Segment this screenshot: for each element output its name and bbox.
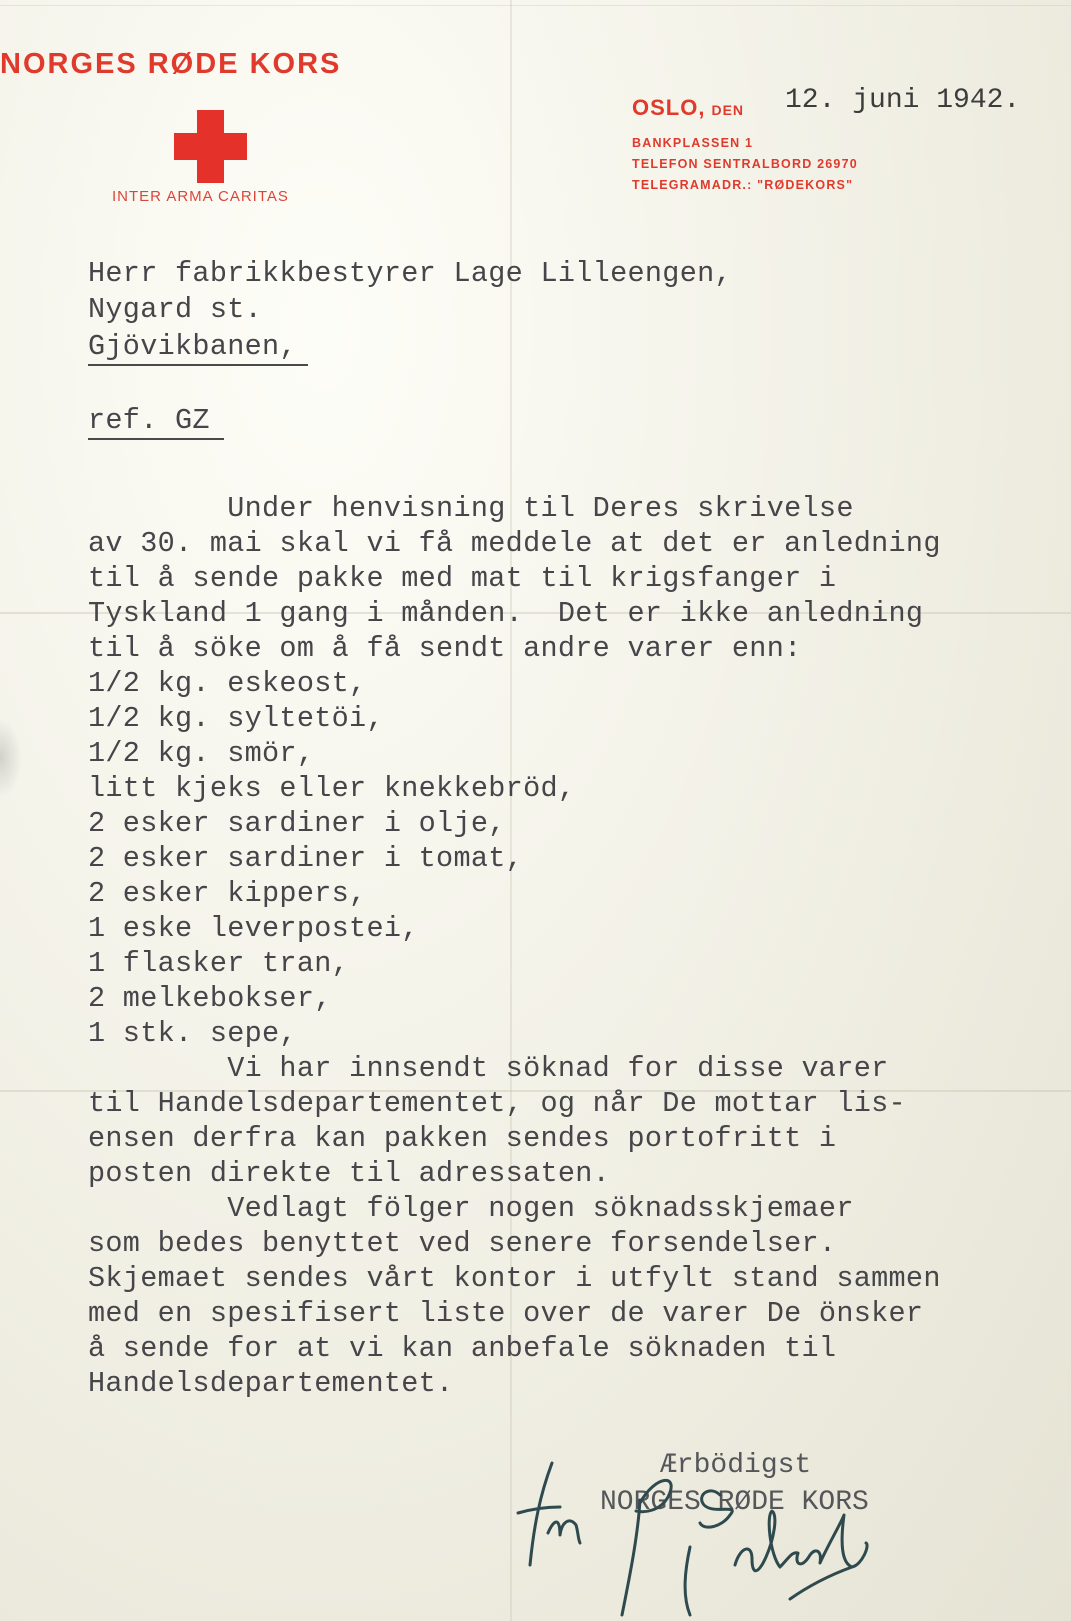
- body-line: til å söke om å få sendt andre varer enn:: [88, 632, 802, 665]
- body-line: Vedlagt fölger nogen söknadsskjemaer: [88, 1192, 854, 1225]
- list-item: 1/2 kg. smör,: [88, 737, 315, 770]
- body-line: Under henvisning til Deres skrivelse: [88, 492, 854, 525]
- address-line: TELEFON SENTRALBORD 26970: [632, 157, 858, 171]
- list-item: litt kjeks eller knekkebröd,: [88, 772, 576, 805]
- closing-organization: NORGES RØDE KORS: [600, 1487, 869, 1518]
- reference-underline: [88, 438, 224, 440]
- list-item: 1/2 kg. syltetöi,: [88, 702, 384, 735]
- body-line: Handelsdepartementet.: [88, 1367, 454, 1400]
- body-line: Vi har innsendt söknad for disse varer: [88, 1052, 889, 1085]
- punch-hole-mark: [0, 718, 22, 798]
- body-line: posten direkte til adressaten.: [88, 1157, 611, 1190]
- body-line: til å sende pakke med mat til krigsfanger i: [88, 562, 837, 595]
- body-line: med en spesifisert liste over de varer De önsker: [88, 1297, 924, 1330]
- body-line: å sende for at vi kan anbefale söknaden til: [88, 1332, 837, 1365]
- organization-name: NORGES RØDE KORS: [0, 48, 342, 80]
- closing-salutation: Ærbödigst: [660, 1450, 812, 1481]
- city-name: OSLO,: [632, 95, 706, 120]
- body-line: som bedes benyttet ved senere forsendelser.: [88, 1227, 837, 1260]
- letter-date: 12. juni 1942.: [785, 85, 1021, 116]
- list-item: 1 eske leverpostei,: [88, 912, 419, 945]
- body-line: ensen derfra kan pakken sendes portofritt i: [88, 1122, 837, 1155]
- recipient-line: Gjövikbanen,: [88, 330, 297, 363]
- reference: ref. GZ: [88, 404, 210, 437]
- recipient-underline: [88, 364, 308, 366]
- list-item: 2 esker kippers,: [88, 877, 367, 910]
- list-item: 1 flasker tran,: [88, 947, 350, 980]
- list-item: 1 stk. sepe,: [88, 1017, 297, 1050]
- body-line: av 30. mai skal vi få meddele at det er anledning: [88, 527, 941, 560]
- body-line: til Handelsdepartementet, og når De mottar lis-: [88, 1087, 906, 1120]
- list-item: 1/2 kg. eskeost,: [88, 667, 367, 700]
- address-line: TELEGRAMADR.: "RØDEKORS": [632, 178, 854, 192]
- list-item: 2 esker sardiner i tomat,: [88, 842, 524, 875]
- den-label: DEN: [711, 102, 745, 118]
- list-item: 2 esker sardiner i olje,: [88, 807, 506, 840]
- crease: [0, 5, 1071, 6]
- city-label: [632, 95, 744, 121]
- motto: INTER ARMA CARITAS: [112, 188, 289, 205]
- fold-line: [510, 0, 512, 1621]
- red-cross-logo: [174, 110, 247, 183]
- body-line: Skjemaet sendes vårt kontor i utfylt stand sammen: [88, 1262, 941, 1295]
- recipient-line: Nygard st.: [88, 293, 263, 326]
- body-line: Tyskland 1 gang i månden. Det er ikke anledning: [88, 597, 924, 630]
- list-item: 2 melkebokser,: [88, 982, 332, 1015]
- handwritten-signature: [490, 1455, 930, 1621]
- recipient-line: Herr fabrikkbestyrer Lage Lilleengen,: [88, 257, 732, 290]
- address-line: BANKPLASSEN 1: [632, 136, 754, 150]
